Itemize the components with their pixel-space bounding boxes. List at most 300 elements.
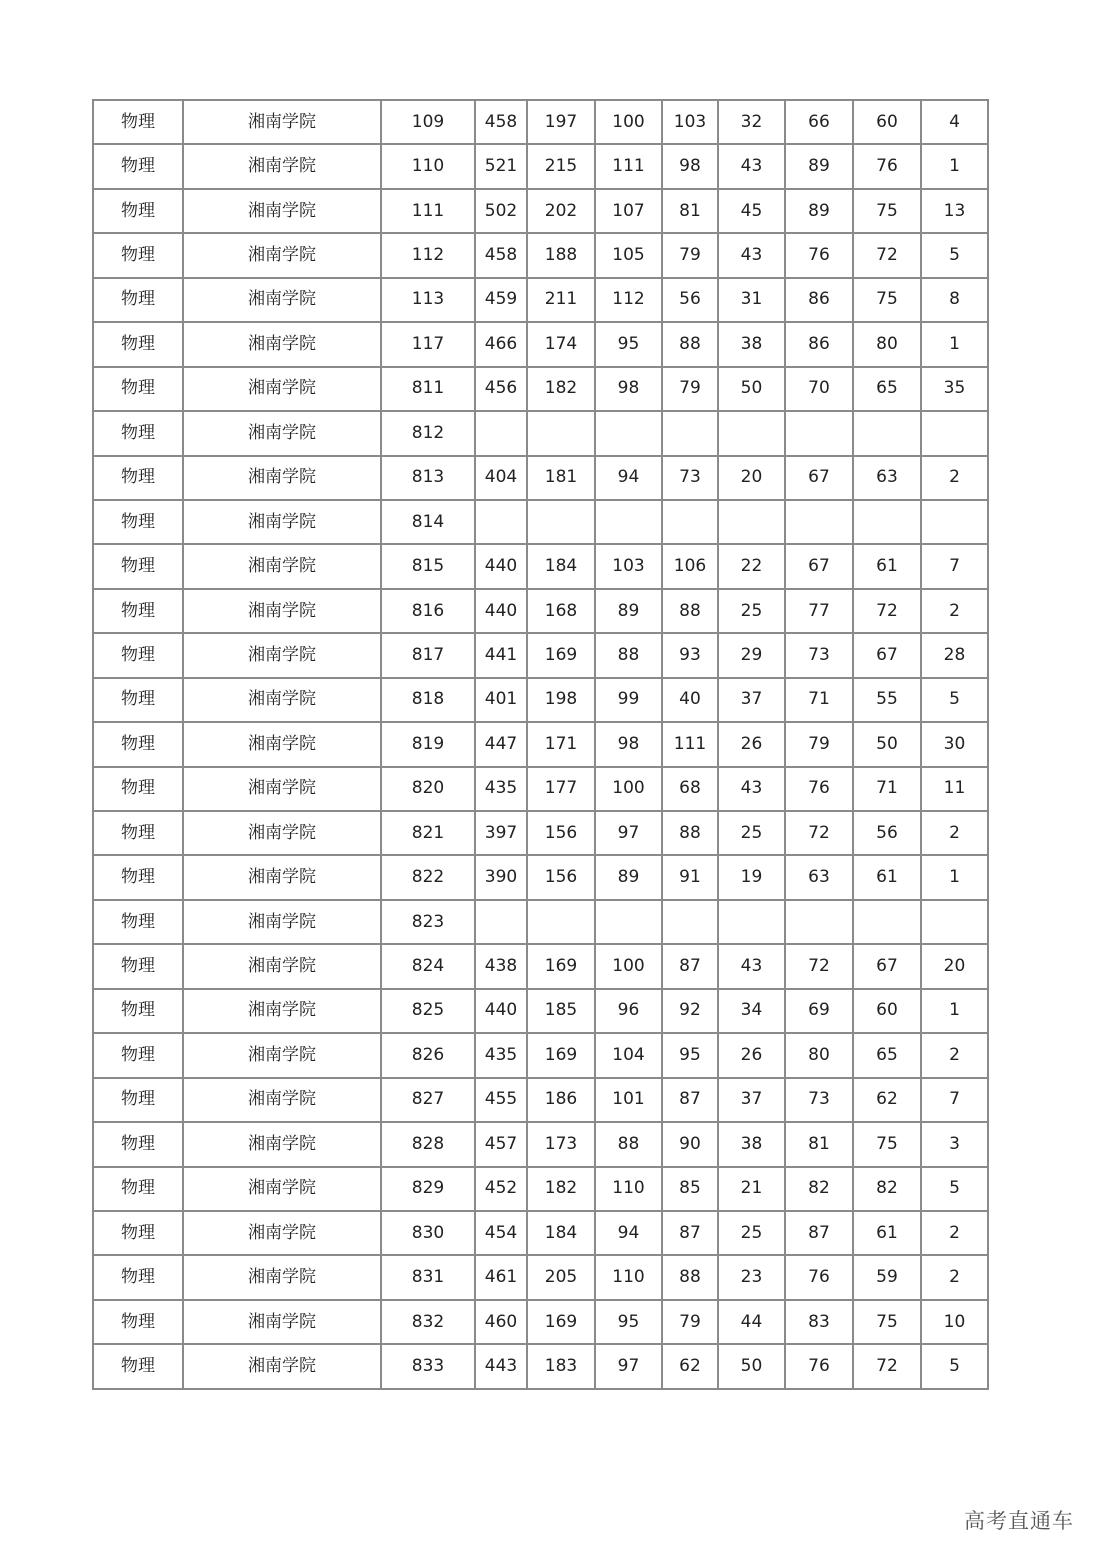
table-cell: 湘南学院	[183, 722, 381, 766]
table-cell	[718, 411, 785, 455]
table-cell: 818	[381, 678, 475, 722]
table-cell: 82	[785, 1167, 853, 1211]
table-row	[93, 189, 988, 233]
table-row	[93, 1211, 988, 1255]
table-cell: 1	[921, 855, 988, 899]
table-cell: 110	[595, 1167, 662, 1211]
table-cell	[527, 500, 595, 544]
table-cell	[527, 411, 595, 455]
table-cell: 63	[785, 855, 853, 899]
table-cell: 61	[853, 544, 921, 588]
table-cell: 32	[718, 100, 785, 144]
table-cell: 816	[381, 589, 475, 633]
table-cell: 1	[921, 144, 988, 188]
table-cell: 817	[381, 633, 475, 677]
table-cell: 10	[921, 1300, 988, 1344]
table-cell: 55	[853, 678, 921, 722]
table-cell	[662, 500, 718, 544]
table-cell: 80	[785, 1033, 853, 1077]
table-cell: 96	[595, 989, 662, 1033]
table-cell: 458	[475, 100, 527, 144]
table-cell: 29	[718, 633, 785, 677]
table-cell	[475, 500, 527, 544]
table-row	[93, 1078, 988, 1122]
table-cell: 湘南学院	[183, 544, 381, 588]
table-cell: 89	[785, 144, 853, 188]
table-cell: 65	[853, 1033, 921, 1077]
table-cell: 物理	[93, 500, 183, 544]
table-cell: 184	[527, 544, 595, 588]
table-cell: 50	[718, 1344, 785, 1388]
table-row	[93, 100, 988, 144]
table-cell: 88	[595, 633, 662, 677]
table-cell	[921, 500, 988, 544]
table-cell: 22	[718, 544, 785, 588]
table-cell: 物理	[93, 633, 183, 677]
table-cell: 819	[381, 722, 475, 766]
table-cell: 45	[718, 189, 785, 233]
table-cell: 94	[595, 1211, 662, 1255]
table-cell: 198	[527, 678, 595, 722]
table-cell: 98	[662, 144, 718, 188]
table-cell: 61	[853, 855, 921, 899]
table-cell: 76	[785, 1255, 853, 1299]
table-cell: 物理	[93, 589, 183, 633]
table-cell: 湘南学院	[183, 1033, 381, 1077]
table-cell: 76	[785, 1344, 853, 1388]
table-cell: 59	[853, 1255, 921, 1299]
table-cell: 37	[718, 1078, 785, 1122]
table-cell: 168	[527, 589, 595, 633]
table-cell: 177	[527, 767, 595, 811]
table-cell: 182	[527, 367, 595, 411]
table-cell: 169	[527, 1300, 595, 1344]
table-cell: 79	[662, 233, 718, 277]
table-cell: 71	[853, 767, 921, 811]
table-cell: 43	[718, 767, 785, 811]
table-cell: 827	[381, 1078, 475, 1122]
table-cell: 物理	[93, 278, 183, 322]
table-cell: 171	[527, 722, 595, 766]
table-cell	[475, 900, 527, 944]
table-cell: 87	[662, 944, 718, 988]
table-row	[93, 456, 988, 500]
table-cell: 110	[381, 144, 475, 188]
table-cell: 38	[718, 322, 785, 366]
table-cell	[662, 900, 718, 944]
table-cell: 440	[475, 544, 527, 588]
table-cell	[785, 900, 853, 944]
table-cell: 156	[527, 811, 595, 855]
table-cell: 169	[527, 944, 595, 988]
table-cell	[718, 500, 785, 544]
table-cell: 38	[718, 1122, 785, 1166]
table-cell: 88	[662, 322, 718, 366]
table-cell: 湘南学院	[183, 100, 381, 144]
table-cell: 821	[381, 811, 475, 855]
table-cell: 812	[381, 411, 475, 455]
table-cell: 89	[595, 589, 662, 633]
table-cell: 35	[921, 367, 988, 411]
table-cell: 湘南学院	[183, 1167, 381, 1211]
table-cell: 70	[785, 367, 853, 411]
table-cell: 87	[662, 1211, 718, 1255]
table-row	[93, 900, 988, 944]
table-cell: 湘南学院	[183, 1211, 381, 1255]
table-cell: 62	[662, 1344, 718, 1388]
table-cell: 2	[921, 1255, 988, 1299]
table-cell: 815	[381, 544, 475, 588]
table-cell: 100	[595, 944, 662, 988]
table-cell: 26	[718, 722, 785, 766]
table-cell: 89	[595, 855, 662, 899]
table-cell: 2	[921, 589, 988, 633]
table-cell: 5	[921, 1344, 988, 1388]
table-cell: 106	[662, 544, 718, 588]
table-cell: 物理	[93, 1167, 183, 1211]
table-row	[93, 322, 988, 366]
table-cell: 湘南学院	[183, 456, 381, 500]
table-cell: 物理	[93, 144, 183, 188]
table-cell: 822	[381, 855, 475, 899]
table-cell: 湘南学院	[183, 633, 381, 677]
table-cell: 物理	[93, 678, 183, 722]
table-cell: 物理	[93, 456, 183, 500]
table-cell: 83	[785, 1300, 853, 1344]
table-cell: 湘南学院	[183, 589, 381, 633]
table-cell: 8	[921, 278, 988, 322]
table-cell: 86	[785, 278, 853, 322]
table-row	[93, 367, 988, 411]
table-cell: 72	[853, 1344, 921, 1388]
table-cell: 95	[662, 1033, 718, 1077]
table-cell: 25	[718, 811, 785, 855]
table-row	[93, 1344, 988, 1388]
table-cell: 156	[527, 855, 595, 899]
table-cell: 30	[921, 722, 988, 766]
table-cell: 103	[595, 544, 662, 588]
table-cell: 56	[662, 278, 718, 322]
table-cell: 72	[785, 944, 853, 988]
table-cell: 66	[785, 100, 853, 144]
table-row	[93, 633, 988, 677]
table-cell: 26	[718, 1033, 785, 1077]
table-cell	[921, 411, 988, 455]
table-cell: 435	[475, 767, 527, 811]
table-cell: 76	[785, 233, 853, 277]
table-cell: 93	[662, 633, 718, 677]
table-cell: 湘南学院	[183, 900, 381, 944]
table-cell: 湘南学院	[183, 1122, 381, 1166]
table-cell: 461	[475, 1255, 527, 1299]
table-row	[93, 500, 988, 544]
table-cell: 94	[595, 456, 662, 500]
table-cell: 107	[595, 189, 662, 233]
table-cell: 174	[527, 322, 595, 366]
table-cell: 109	[381, 100, 475, 144]
table-cell: 81	[662, 189, 718, 233]
table-cell: 72	[853, 233, 921, 277]
table-row	[93, 411, 988, 455]
table-cell: 4	[921, 100, 988, 144]
table-cell: 824	[381, 944, 475, 988]
table-cell: 86	[785, 322, 853, 366]
table-cell: 1	[921, 322, 988, 366]
table-cell: 28	[921, 633, 988, 677]
table-cell: 100	[595, 767, 662, 811]
table-cell: 物理	[93, 811, 183, 855]
table-cell: 87	[662, 1078, 718, 1122]
table-cell: 438	[475, 944, 527, 988]
table-cell: 79	[785, 722, 853, 766]
table-cell: 2	[921, 1211, 988, 1255]
table-cell: 湘南学院	[183, 367, 381, 411]
table-cell: 105	[595, 233, 662, 277]
table-cell: 物理	[93, 1211, 183, 1255]
table-cell: 211	[527, 278, 595, 322]
table-cell: 460	[475, 1300, 527, 1344]
table-cell: 13	[921, 189, 988, 233]
table-row	[93, 589, 988, 633]
table-row	[93, 944, 988, 988]
table-row	[93, 1033, 988, 1077]
table-cell: 202	[527, 189, 595, 233]
table-cell	[527, 900, 595, 944]
table-cell: 湘南学院	[183, 411, 381, 455]
table-cell: 112	[381, 233, 475, 277]
table-cell: 75	[853, 1122, 921, 1166]
table-cell: 湘南学院	[183, 767, 381, 811]
table-cell: 65	[853, 367, 921, 411]
table-cell: 832	[381, 1300, 475, 1344]
table-cell: 3	[921, 1122, 988, 1166]
table-cell: 205	[527, 1255, 595, 1299]
table-cell: 物理	[93, 189, 183, 233]
table-cell: 173	[527, 1122, 595, 1166]
table-cell: 830	[381, 1211, 475, 1255]
table-cell: 98	[595, 367, 662, 411]
table-cell: 88	[595, 1122, 662, 1166]
table-row	[93, 855, 988, 899]
table-cell: 物理	[93, 855, 183, 899]
table-cell: 185	[527, 989, 595, 1033]
table-cell: 67	[853, 944, 921, 988]
table-cell: 89	[785, 189, 853, 233]
table-cell: 88	[662, 589, 718, 633]
table-cell: 湘南学院	[183, 500, 381, 544]
table-cell: 72	[853, 589, 921, 633]
table-cell: 76	[853, 144, 921, 188]
table-cell: 91	[662, 855, 718, 899]
table-cell	[595, 411, 662, 455]
table-cell: 183	[527, 1344, 595, 1388]
table-cell: 456	[475, 367, 527, 411]
table-cell: 447	[475, 722, 527, 766]
table-cell: 90	[662, 1122, 718, 1166]
table-cell: 440	[475, 589, 527, 633]
table-cell: 34	[718, 989, 785, 1033]
table-cell: 100	[595, 100, 662, 144]
table-cell: 物理	[93, 322, 183, 366]
table-cell: 20	[921, 944, 988, 988]
table-row	[93, 144, 988, 188]
table-cell: 111	[595, 144, 662, 188]
table-cell: 101	[595, 1078, 662, 1122]
table-cell	[921, 900, 988, 944]
table-cell	[785, 500, 853, 544]
table-cell: 182	[527, 1167, 595, 1211]
table-cell: 2	[921, 1033, 988, 1077]
table-cell	[718, 900, 785, 944]
table-cell: 物理	[93, 1300, 183, 1344]
table-cell: 97	[595, 811, 662, 855]
table-cell: 521	[475, 144, 527, 188]
table-cell: 88	[662, 1255, 718, 1299]
table-cell: 169	[527, 1033, 595, 1077]
table-cell: 物理	[93, 544, 183, 588]
table-cell	[853, 500, 921, 544]
table-cell: 2	[921, 811, 988, 855]
table-cell: 81	[785, 1122, 853, 1166]
table-cell: 25	[718, 1211, 785, 1255]
table-cell: 75	[853, 189, 921, 233]
table-cell: 23	[718, 1255, 785, 1299]
table-cell: 物理	[93, 233, 183, 277]
table-cell: 67	[853, 633, 921, 677]
table-cell: 828	[381, 1122, 475, 1166]
table-cell: 7	[921, 544, 988, 588]
table-cell: 825	[381, 989, 475, 1033]
table-cell: 25	[718, 589, 785, 633]
table-cell: 5	[921, 233, 988, 277]
table-cell	[475, 411, 527, 455]
table-cell: 169	[527, 633, 595, 677]
table-cell: 87	[785, 1211, 853, 1255]
table-cell	[785, 411, 853, 455]
table-row	[93, 811, 988, 855]
table-cell: 829	[381, 1167, 475, 1211]
table-cell: 188	[527, 233, 595, 277]
table-cell: 2	[921, 456, 988, 500]
table-cell: 111	[381, 189, 475, 233]
table-row	[93, 1300, 988, 1344]
table-cell	[853, 411, 921, 455]
table-row	[93, 767, 988, 811]
table-cell: 73	[785, 1078, 853, 1122]
table-cell: 湘南学院	[183, 1344, 381, 1388]
table-cell: 67	[785, 456, 853, 500]
table-cell: 56	[853, 811, 921, 855]
table-cell: 455	[475, 1078, 527, 1122]
table-cell: 物理	[93, 1255, 183, 1299]
table-cell: 184	[527, 1211, 595, 1255]
table-cell: 443	[475, 1344, 527, 1388]
table-cell: 95	[595, 322, 662, 366]
table-cell: 50	[853, 722, 921, 766]
table-cell: 43	[718, 233, 785, 277]
table-cell: 60	[853, 989, 921, 1033]
table-cell: 湘南学院	[183, 144, 381, 188]
table-cell: 物理	[93, 944, 183, 988]
table-cell: 湘南学院	[183, 989, 381, 1033]
table-cell: 21	[718, 1167, 785, 1211]
table-cell: 82	[853, 1167, 921, 1211]
watermark: 高考直通车	[964, 1509, 1074, 1533]
table-cell: 826	[381, 1033, 475, 1077]
table-cell: 43	[718, 144, 785, 188]
table-cell: 物理	[93, 100, 183, 144]
table-cell: 454	[475, 1211, 527, 1255]
table-cell: 440	[475, 989, 527, 1033]
table-cell: 75	[853, 278, 921, 322]
table-cell: 物理	[93, 1344, 183, 1388]
table-cell: 215	[527, 144, 595, 188]
table-cell: 68	[662, 767, 718, 811]
table-cell: 71	[785, 678, 853, 722]
table-cell: 物理	[93, 767, 183, 811]
table-row	[93, 678, 988, 722]
table-cell: 459	[475, 278, 527, 322]
table-cell: 110	[595, 1255, 662, 1299]
table-cell: 43	[718, 944, 785, 988]
table-cell: 63	[853, 456, 921, 500]
table-cell: 物理	[93, 1078, 183, 1122]
table-cell: 60	[853, 100, 921, 144]
table-cell: 37	[718, 678, 785, 722]
table-row	[93, 1255, 988, 1299]
table-cell: 103	[662, 100, 718, 144]
table-cell: 物理	[93, 900, 183, 944]
table-cell: 113	[381, 278, 475, 322]
table-cell	[595, 900, 662, 944]
table-cell: 湘南学院	[183, 322, 381, 366]
table-cell: 72	[785, 811, 853, 855]
table-cell	[662, 411, 718, 455]
table-cell: 湘南学院	[183, 233, 381, 277]
table-cell: 5	[921, 678, 988, 722]
table-cell: 92	[662, 989, 718, 1033]
table-cell: 湘南学院	[183, 811, 381, 855]
table-cell: 44	[718, 1300, 785, 1344]
table-cell: 458	[475, 233, 527, 277]
table-cell: 111	[662, 722, 718, 766]
table-cell: 814	[381, 500, 475, 544]
table-cell: 76	[785, 767, 853, 811]
table-cell: 85	[662, 1167, 718, 1211]
table-row	[93, 989, 988, 1033]
table-cell: 物理	[93, 989, 183, 1033]
table-cell: 湘南学院	[183, 1300, 381, 1344]
table-cell: 441	[475, 633, 527, 677]
table-cell: 813	[381, 456, 475, 500]
table-cell: 435	[475, 1033, 527, 1077]
table-cell: 40	[662, 678, 718, 722]
table-cell: 物理	[93, 1033, 183, 1077]
table-row	[93, 1122, 988, 1166]
table-cell: 502	[475, 189, 527, 233]
table-cell: 1	[921, 989, 988, 1033]
table-cell: 823	[381, 900, 475, 944]
table-cell: 物理	[93, 722, 183, 766]
table-body	[93, 100, 988, 1389]
table-cell: 7	[921, 1078, 988, 1122]
table-cell: 99	[595, 678, 662, 722]
table-cell: 97	[595, 1344, 662, 1388]
table-cell: 104	[595, 1033, 662, 1077]
table-cell: 62	[853, 1078, 921, 1122]
score-table	[92, 99, 989, 1390]
table-cell: 88	[662, 811, 718, 855]
